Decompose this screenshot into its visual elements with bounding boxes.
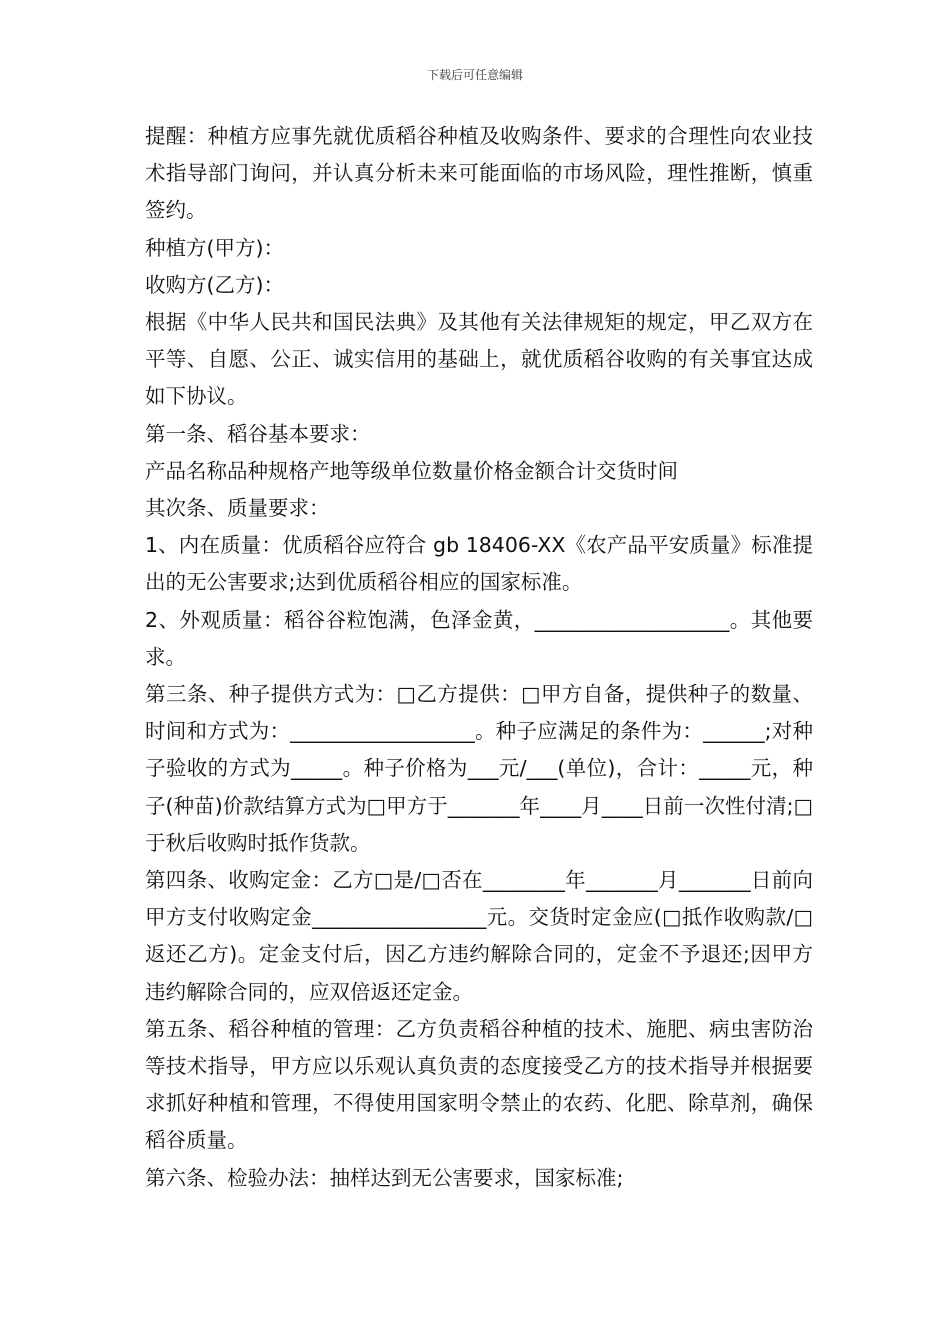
preamble-paragraph: 根据《中华人民共和国民法典》及其他有关法律规矩的规定，甲乙双方在平等、自愿、公正、诚实信用的基础上，就优质稻谷收购的有关事宜达成如下协议。 [145, 310, 813, 409]
article-4-paragraph: 第四条、收购定金：乙方□是/□否在________年_______月_______日前向甲方支付收购定金_________________元。交货时定金应(□抵作收购款/□返还乙方)。定金支付后，因乙方违约解除合同的，定金不予退还;因甲方违约解除合同的，应双倍返还定金。 [145, 868, 813, 1004]
internal-quality-paragraph: 1、内在质量：优质稻谷应符合 gb 18406-XX《农产品平安质量》标准提出的无公害要求;达到优质稻谷相应的国家标准。 [145, 533, 813, 595]
product-columns-line: 产品名称品种规格产地等级单位数量价格金额合计交货时间 [145, 458, 678, 483]
article-2-heading: 其次条、质量要求： [145, 496, 330, 521]
appearance-quality-paragraph: 2、外观质量：稻谷谷粒饱满，色泽金黄，___________________。其他要求。 [145, 607, 813, 669]
party-b-line: 收购方(乙方)： [145, 272, 284, 297]
article-3-paragraph: 第三条、种子提供方式为：□乙方提供：□甲方自备，提供种子的数量、时间和方式为：__________________。种子应满足的条件为：______;对种子验收的方式为_____。种子价格为___元/___(单位)，合计：_____元，种子(种苗)价款结算方式为□甲方于_______年____月____日前一次性付清;□于秋后收购时抵作货款。 [145, 682, 813, 855]
article-1-heading: 第一条、稻谷基本要求： [145, 421, 371, 446]
article-5-paragraph: 第五条、稻谷种植的管理：乙方负责稻谷种植的技术、施肥、病虫害防治等技术指导，甲方应以乐观认真负责的态度接受乙方的技术指导并根据要求抓好种植和管理，不得使用国家明令禁止的农药、化肥、除草剂，确保稻谷质量。 [145, 1016, 813, 1153]
reminder-paragraph: 提醒：种植方应事先就优质稻谷种植及收购条件、要求的合理性向农业技术指导部门询问，并认真分析未来可能面临的市场风险，理性推断，慎重签约。 [145, 124, 813, 223]
page-header: 下载后可任意编辑 [426, 68, 523, 82]
article-6-paragraph: 第六条、检验办法：抽样达到无公害要求，国家标准; [145, 1165, 624, 1190]
document-body [145, 118, 813, 1197]
party-a-line: 种植方(甲方)： [145, 235, 284, 260]
